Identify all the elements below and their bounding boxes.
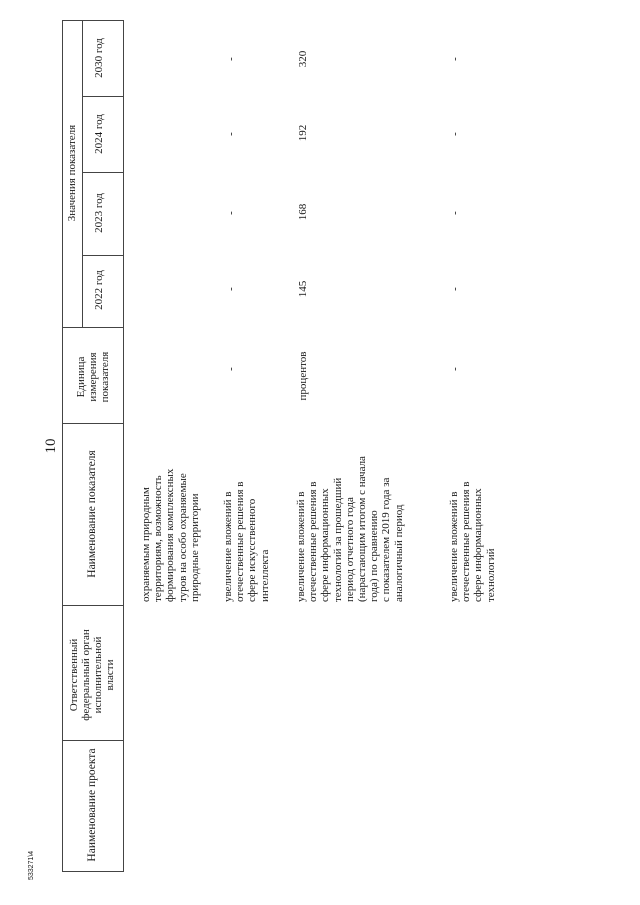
- divider-project: [62, 740, 124, 741]
- header-year-2023: 2023 год: [93, 193, 105, 233]
- row-3-value-2023: 168: [297, 203, 309, 221]
- header-values-group: Значения показателя: [66, 124, 78, 222]
- row-3-value-2030: 320: [297, 50, 309, 68]
- row-2-value-2024: -: [225, 132, 237, 136]
- header-responsible-body: Ответственный федеральный орган исполнительной власти: [68, 629, 116, 721]
- divider-unit: [62, 327, 124, 328]
- row-4-indicator: увеличение вложений в отечественные решения в сфере информационных технологий: [448, 481, 497, 602]
- header-year-2030: 2030 год: [93, 38, 105, 78]
- row-4-value-2022: -: [449, 287, 461, 291]
- page-number: 10: [43, 438, 59, 454]
- divider-responsible: [62, 605, 124, 606]
- header-unit: Единица измерения показателя: [75, 351, 111, 403]
- table-border-bottom: [62, 871, 124, 872]
- row-2-value-2030: -: [225, 57, 237, 61]
- row-3-unit: процентов: [297, 351, 309, 401]
- header-indicator-name: Наименование показателя: [86, 450, 98, 578]
- divider-values-group: [82, 20, 83, 328]
- row-3-indicator: увеличение вложений в отечественные решения в сфере информационных технологий за прошедший период отчетного года (нарастающим итогом с начала года) по сравнению с показателем 2019 года за аналогичный период: [295, 456, 405, 602]
- header-year-2024: 2024 год: [93, 114, 105, 154]
- row-4-value-2030: -: [449, 57, 461, 61]
- divider-year-2024: [82, 96, 123, 97]
- divider-indicator: [62, 423, 124, 424]
- table-border-top: [62, 20, 124, 21]
- row-4-value-2024: -: [449, 132, 461, 136]
- row-3-value-2024: 192: [297, 124, 309, 142]
- table-border-left: [62, 20, 63, 872]
- document-code: 533271\4: [28, 850, 35, 880]
- row-1-indicator: охраняемым природным территориям, возможность формирования комплексных туров на особо охраняемые природные территории: [140, 468, 201, 602]
- row-3-value-2022: 145: [297, 280, 309, 298]
- row-2-value-2023: -: [225, 211, 237, 215]
- row-4-unit: -: [449, 367, 461, 371]
- header-project-name: Наименование проекта: [86, 748, 98, 862]
- table-border-header-right: [123, 20, 124, 872]
- row-2-value-2022: -: [225, 287, 237, 291]
- header-year-2022: 2022 год: [93, 270, 105, 310]
- divider-year-2023: [82, 172, 123, 173]
- row-2-indicator: увеличение вложений в отечественные решения в сфере искусственного интеллекта: [222, 481, 271, 602]
- row-4-value-2023: -: [449, 211, 461, 215]
- row-2-unit: -: [225, 367, 237, 371]
